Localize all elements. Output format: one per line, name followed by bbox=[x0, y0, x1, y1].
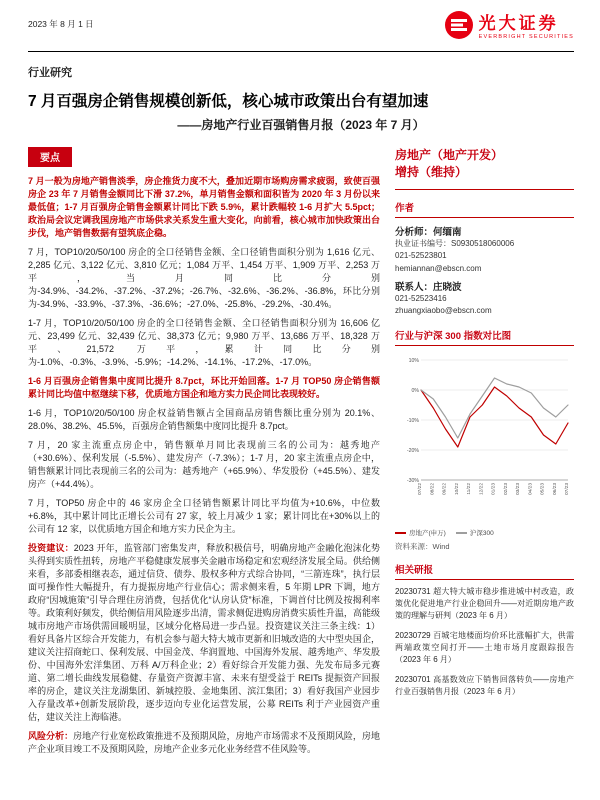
sidebar-divider bbox=[395, 189, 574, 190]
keypoints-summary-paragraph bbox=[28, 175, 380, 240]
monthly-sales-paragraph bbox=[28, 246, 380, 311]
svg-text:07/22: 07/22 bbox=[418, 482, 423, 495]
report-header bbox=[28, 10, 574, 45]
legend-swatch bbox=[395, 532, 406, 534]
risk-analysis-label: 风险分析： bbox=[28, 731, 74, 742]
svg-text:09/22: 09/22 bbox=[442, 482, 448, 495]
brand-logo bbox=[444, 10, 574, 45]
paragraph-text: 1-7 月，TOP10/20/50/100 房企的全口径销售金额、全口径销售面积分别为 16,606 亿元、23,499 亿元、32,439 亿元、38,373 亿元；9,980 万平、13,686 万平、18,328 万平、21,572 万平，累计同比分别为-1.0%、-0.3%、-3.9%、-5.9%；-14.2%、-14.1%、-17.2%、-17.0%。 bbox=[28, 318, 380, 368]
paragraph-text: 7 月，TOP50 房企中的 46 家房企全口径销售额累计同比平均值为+10.6%，中位数+6.8%，其中累计同比正增长公司有 27 家，较上月减少 1 家；累计同比在+30%以上的公司有 12 家，以优质地方国企和地方实力民企为主。 bbox=[28, 498, 380, 535]
header-divider bbox=[28, 51, 574, 52]
svg-text:06/23: 06/23 bbox=[552, 482, 558, 495]
chart-legend bbox=[395, 528, 574, 537]
svg-text:05/23: 05/23 bbox=[540, 482, 546, 495]
brand-text bbox=[479, 15, 574, 41]
analyst-cert: 执业证书编号：S0930518060006 bbox=[395, 238, 515, 248]
everbright-logo-icon bbox=[444, 10, 474, 45]
cumulative-sales-paragraph bbox=[28, 317, 380, 369]
concentration-paragraph bbox=[28, 375, 380, 401]
equity-share-paragraph bbox=[28, 407, 380, 433]
analyst-name: 分析师：何缅南 bbox=[395, 226, 462, 238]
contact-email: zhuangxiaobo@ebscn.com bbox=[395, 306, 492, 316]
svg-text:08/22: 08/22 bbox=[430, 482, 436, 495]
legend-entry: 房地产(申万) bbox=[395, 528, 446, 537]
chart-source: 资料来源：Wind bbox=[395, 541, 450, 551]
svg-text:0%: 0% bbox=[411, 387, 419, 394]
report-date: 2023 年 8 月 1 日 bbox=[28, 19, 94, 29]
top50-average-paragraph bbox=[28, 497, 380, 536]
industry-vs-index-chart bbox=[395, 352, 574, 552]
risk-analysis-paragraph bbox=[28, 730, 380, 756]
industry-label: 房地产（地产开发） bbox=[395, 148, 504, 163]
legend-entry: 沪深300 bbox=[456, 528, 494, 537]
related-report-item: 20230731 超大特大城市稳步推进城中村改造，政策优化促进地产行业企稳回升——对近期房地产政策的理解与研判（2023 年 6 月） bbox=[395, 586, 574, 620]
legend-swatch bbox=[456, 532, 467, 534]
investment-advice-label: 投资建议： bbox=[28, 543, 74, 554]
comparison-line-chart bbox=[395, 352, 573, 522]
analyst-email: hemiannan@ebscn.com bbox=[395, 263, 482, 273]
report-subtitle: ——房地产行业百强销售月报（2023 年 7 月） bbox=[177, 118, 425, 133]
report-category: 行业研究 bbox=[28, 67, 72, 79]
svg-text:07/23: 07/23 bbox=[565, 482, 570, 495]
report-title: 7 月百强房企销售规模创新低，核心城市政策出台有望加速 bbox=[28, 93, 429, 110]
svg-text:12/22: 12/22 bbox=[479, 482, 485, 495]
keypoints-tab: 要点 bbox=[28, 147, 72, 167]
related-report-item: 20230729 百城宅地楼面均价环比涨幅扩大，供需两端政策空间打开——土地市场月度跟踪报告（2023 年 6 月） bbox=[395, 630, 574, 664]
related-report-item: 20230701 高基数效应下销售回落转负——房地产行业百强销售月报（2023 年 6 月） bbox=[395, 674, 574, 696]
chart-section-heading: 行业与沪深 300 指数对比图 bbox=[395, 328, 574, 346]
top-performers-paragraph bbox=[28, 439, 380, 491]
brand-name-en: EVERBRIGHT SECURITIES bbox=[478, 34, 574, 41]
svg-text:11/22: 11/22 bbox=[467, 482, 472, 495]
svg-text:10%: 10% bbox=[408, 357, 419, 364]
paragraph-text: 1-6 月，TOP10/20/50/100 房企权益销售额占全国商品房销售额比重分别为 20.1%、28.0%、38.2%、45.5%，百强房企销售额集中度同比提升 8.7pct。 bbox=[28, 408, 380, 432]
author-section-heading: 作者 bbox=[395, 200, 574, 218]
content-columns bbox=[28, 147, 574, 762]
svg-text:04/23: 04/23 bbox=[528, 482, 534, 495]
contact-phone: 021-52523416 bbox=[395, 293, 447, 303]
related-reports-heading: 相关研报 bbox=[395, 562, 574, 580]
svg-text:-30%: -30% bbox=[406, 477, 419, 484]
paragraph-text: 7 月一般为房地产销售淡季，房企推货力度不大，叠加近期市场购房需求疲弱，致使百强房企 23 年 7 月销售金额同比下滑 37.2%，单月销售金额和面积皆为 2020 年 3 月份以来最低值；1-7 月百强房企销售金额累计同比下跌 5.9%，累计跌幅较 1-6 月扩大 5.5pct；政治局会议定调我国房地产市场供求关系发生重大变化，向前看，核心城市加快政策出台步伐，地产销售数据有望筑底企稳。 bbox=[28, 176, 380, 239]
svg-text:03/23: 03/23 bbox=[516, 482, 521, 495]
paragraph-text: 房地产行业宽松政策推进不及预期风险，房地产市场需求不及预期风险，房地产企业项目竣工不及预期风险，房地产企业多元化业务经营不佳风险等。 bbox=[28, 731, 380, 755]
rating-label: 增持（维持） bbox=[395, 164, 468, 179]
sidebar bbox=[395, 147, 574, 762]
svg-text:-20%: -20% bbox=[406, 447, 419, 454]
brand-name-cn: 光大证券 bbox=[478, 13, 559, 33]
paragraph-text: 7 月，TOP10/20/50/100 房企的全口径销售金额、全口径销售面积分别为 1,616 亿元、2,285 亿元、3,122 亿元、3,810 亿元；1,084 万平、1,454 万平、1,909 万平、2,253 万平，当月同比分别为-34.9%、-34.2%、-37.2%、-37.2%；-26.7%、-32.6%、-36.2%、-36.8%，环比分别为-34.9%、-33.9%、-37.3%、-36.6%；-27.0%、-25.8%、-29.2%、-30.4%。 bbox=[28, 247, 380, 310]
analyst-phone: 021-52523801 bbox=[395, 251, 447, 261]
svg-text:10/22: 10/22 bbox=[454, 482, 460, 495]
svg-text:01/23: 01/23 bbox=[491, 482, 497, 495]
svg-text:02/23: 02/23 bbox=[503, 482, 509, 495]
paragraph-text: 7 月，20 家主流重点房企中，销售额单月同比表现前三名的公司为：越秀地产（+30.6%）、保利发展（-5.5%）、建发房产（-7.3%）；1-7 月，20 家主流重点房企中，销售额累计同比表现前三名的公司为：越秀地产（+65.9%）、华发股份（+45.5%）、建发房产（+44.4%）。 bbox=[28, 440, 380, 490]
paragraph-text: 1-6 月百强房企销售集中度同比提升 8.7pct，环比开始回落。1-7 月 TOP50 房企销售额累计同比均值中枢继续下移，优质地方国企和地方实力民企同比表现较好。 bbox=[28, 376, 380, 400]
paragraph-text: 2023 开年，监管部门密集发声，释放积极信号，明确房地产金融化泡沫化势头得到实质性扭转，房地产平稳健康发展事关金融市场稳定和宏观经济发展全局。供给侧来看，多部委相继表态，通过信贷、债券、股权多种方式综合协同，“三箭连珠”，执行层面可操作性大幅提升，有力提振房地产行业信心；需求侧来看，5 年期 LPR 下调，地方政府“因城施策”引导合理住房消费，包括优化“认房认贷”标准，下调首付比例及按揭利率等。政策利好频发，供给侧信用风险逐步出清，需求侧促进购房消费实质性升温，高能级城市房地产市场供需回暖明显，区域分化格局进一步凸显。投资建议关注三条主线：1）看好具备片区综合开发能力，有机会参与超大特大城市更新和旧城改造的大中型央国企，建议关注招商蛇口、保利发展、中国金茂、华润置地、中国海外发展、越秀地产、华发股份、中国海外宏洋集团、万科 A/万科企业；2）看好综合开发能力强、先发布局多元赛道、第二增长曲线发展稳健、存量资产资源丰富、未来有望受益于 REITs 提振资产回报率的房企，建议关注龙湖集团、新城控股、金地集团、滨江集团；3）看好我国产业园步入存量改革+创新发展阶段，逐步迈向专业化运营发展，公募 REITs 利于产业园资产重估，建议关注上海临港。 bbox=[28, 543, 380, 723]
svg-text:-10%: -10% bbox=[406, 417, 419, 424]
investment-advice-paragraph bbox=[28, 542, 380, 724]
contact-name: 联系人：庄晓波 bbox=[395, 281, 462, 293]
main-column bbox=[28, 147, 380, 762]
